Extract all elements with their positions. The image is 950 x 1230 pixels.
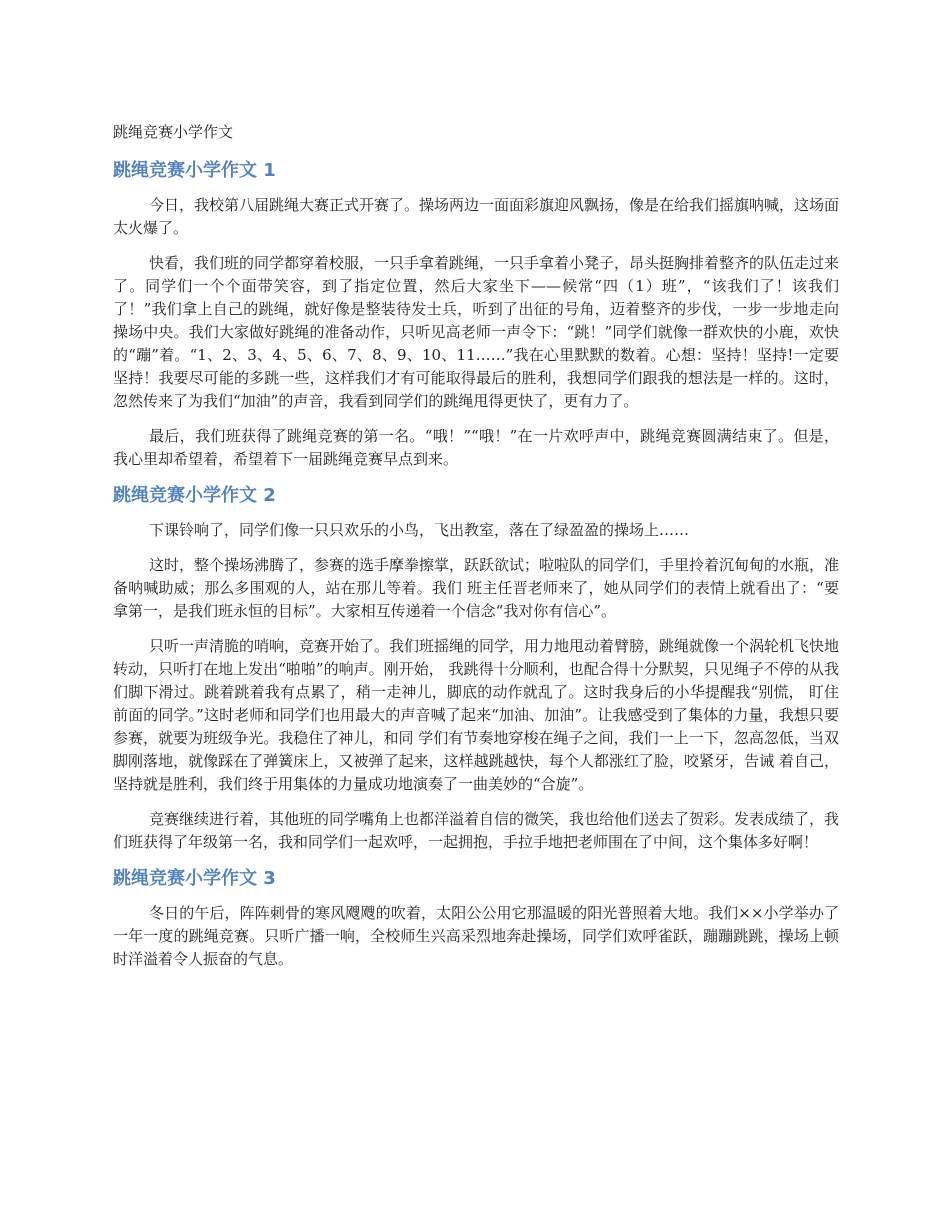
paragraph: 今日，我校第八届跳绳大赛正式开赛了。操场两边一面面彩旗迎风飘扬，像是在给我们摇旗呐喊，这场面太火爆了。	[113, 196, 840, 237]
essay-section-2	[113, 483, 839, 854]
paragraph: 冬日的午后，阵阵刺骨的寒风飕飕的吹着，太阳公公用它那温暖的阳光普照着大地。我们××小学举办了一年一度的跳绳竞赛。只听广播一响，全校师生兴高采烈地奔赴操场，同学们欢呼雀跃，蹦蹦跳跳，操场上顿时洋溢着令人振奋的气息。	[113, 904, 839, 968]
document-title: 跳绳竞赛小学作文	[113, 123, 234, 141]
essay-section-1	[113, 158, 839, 471]
paragraph: 这时，整个操场沸腾了，参赛的选手摩拳擦掌，跃跃欲试；啦啦队的同学们，手里拎着沉甸甸的水瓶，准备呐喊助威；那么多围观的人，站在那儿等着。我们 班主任晋老师来了，她从同学们的表情上就看出了：“要拿第一，是我们班永恒的目标”。大家相互传递着一个信念“我对你有信心”。	[113, 556, 840, 620]
section-heading: 跳绳竞赛小学作文 3	[113, 868, 276, 889]
paragraph: 最后，我们班获得了跳绳竞赛的第一名。“哦！”“哦！”在一片欢呼声中，跳绳竞赛圆满结束了。但是，我心里却希望着，希望着下一届跳绳竞赛早点到来。	[113, 427, 839, 468]
paragraph: 竞赛继续进行着，其他班的同学嘴角上也都洋溢着自信的微笑，我也给他们送去了贺彩。发表成绩了，我们班获得了年级第一名，我和同学们一起欢呼，一起拥抱，手拉手地把老师围在了中间，这个集体多好啊！	[113, 810, 840, 851]
essay-section-3	[113, 866, 839, 971]
section-heading: 跳绳竞赛小学作文 1	[113, 160, 276, 181]
document-page	[113, 120, 839, 983]
paragraph: 下课铃响了，同学们像一只只欢乐的小鸟，飞出教室，落在了绿盈盈的操场上……	[149, 521, 690, 539]
paragraph: 快看，我们班的同学都穿着校服，一只手拿着跳绳，一只手拿着小凳子，昂头挺胸排着整齐的队伍走过来了。同学们一个个面带笑容，到了指定位置，然后大家坐下——候常“四（1）班”，“该我们了！该我们了！”我们拿上自己的跳绳，就好像是整装待发士兵，听到了出征的号角，迈着整齐的步伐，一步一步地走向操场中央。我们大家做好跳绳的准备动作，只听见高老师一声令下：“跳！”同学们就像一群欢快的小鹿，欢快的“蹦”着。“1、2、3、4、5、6、7、8、9、10、11……”我在心里默默的数着。心想：坚持！坚持!一定要坚持！我要尽可能的多跳一些，这样我们才有可能取得最后的胜利，我想同学们跟我的想法是一样的。这时，忽然传来了为我们“加油”的声音，我看到同学们的跳绳甩得更快了，更有力了。	[113, 254, 840, 410]
section-heading: 跳绳竞赛小学作文 2	[113, 485, 276, 506]
paragraph: 只听一声清脆的哨响，竞赛开始了。我们班摇绳的同学，用力地甩动着臂膀，跳绳就像一个涡轮机飞快地转动，只听打在地上发出“啪啪”的响声。刚开始， 我跳得十分顺利，也配合得十分默契，只见绳子不停的从我们脚下滑过。跳着跳着我有点累了，稍一走神儿，脚底的动作就乱了。这时我身后的小华提醒我“别慌， 盯住前面的同学。”这时老师和同学们也用最大的声音喊了起来“加油、加油”。让我感受到了集体的力量，我想只要参赛，就要为班级争光。我稳住了神儿，和同 学们有节奏地穿梭在绳子之间，我们一上一下，忽高忽低，当双脚刚落地，就像踩在了弹簧床上，又被弹了起来，这样越跳越快，每个人都涨红了脸，咬紧牙，告诫 着自己，坚持就是胜利，我们终于用集体的力量成功地演奏了一曲美妙的“合旋”。	[113, 637, 840, 793]
